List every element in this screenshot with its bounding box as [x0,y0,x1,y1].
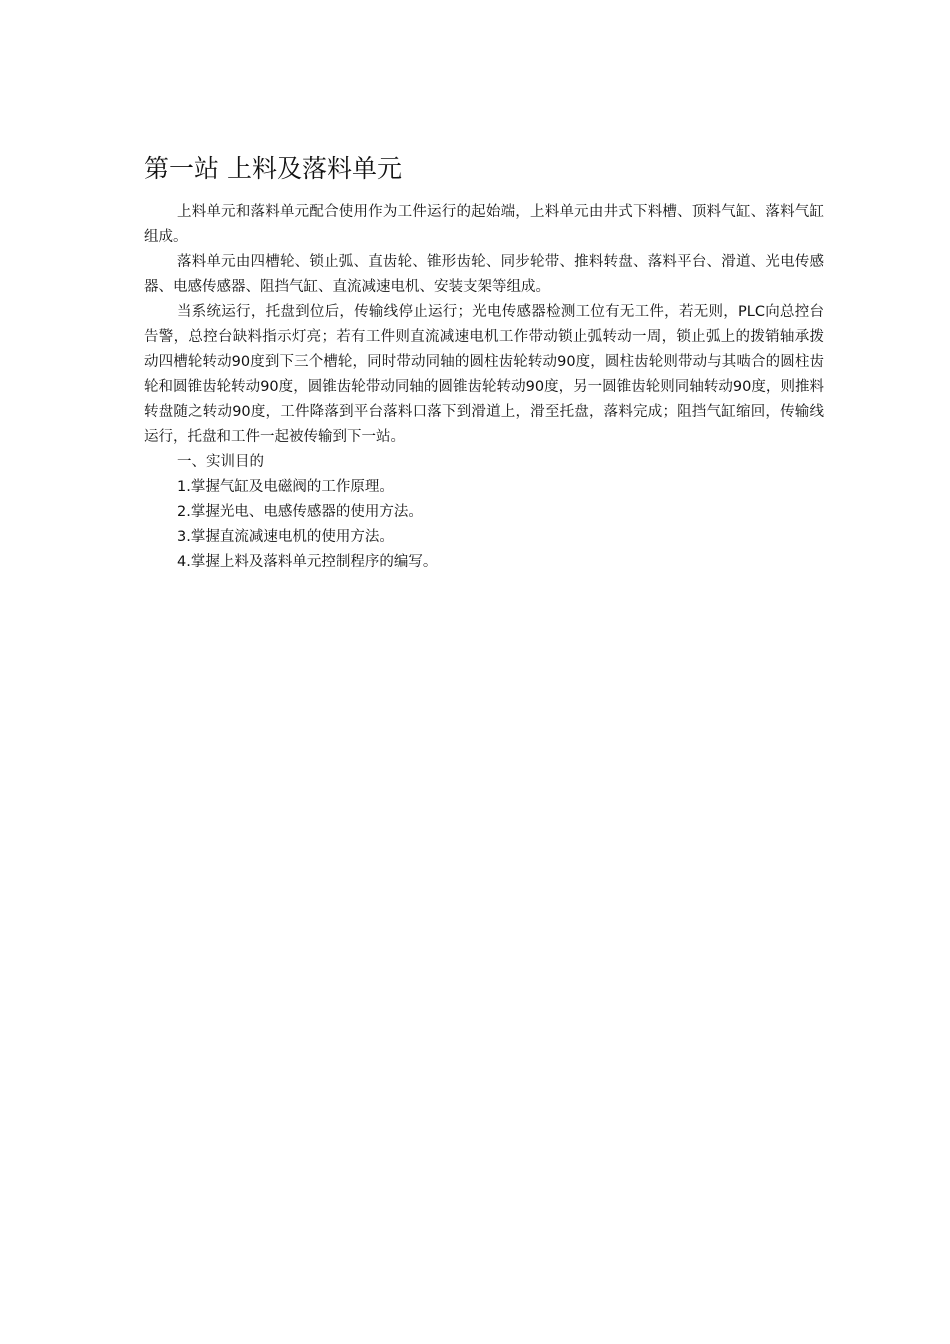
objective-item: 2.掌握光电、电感传感器的使用方法。 [177,504,423,520]
objective-item: 1.掌握气缸及电磁阀的工作原理。 [177,479,394,495]
section-heading: 一、实训目的 [177,454,264,470]
document-page [144,150,824,575]
paragraph-intro: 上料单元和落料单元配合使用作为工件运行的起始端，上料单元由井式下料槽、顶料气缸、落料气缸组成。 [144,204,824,245]
objective-item: 3.掌握直流减速电机的使用方法。 [177,529,394,545]
paragraph-components: 落料单元由四槽轮、锁止弧、直齿轮、锥形齿轮、同步轮带、推料转盘、落料平台、滑道、光电传感器、电感传感器、阻挡气缸、直流减速电机、安装支架等组成。 [144,254,824,295]
objective-item: 4.掌握上料及落料单元控制程序的编写。 [177,554,438,570]
page-title: 第一站 上料及落料单元 [144,154,402,183]
paragraph-operation: 当系统运行，托盘到位后，传输线停止运行；光电传感器检测工位有无工件，若无则，PLC向总控台告警，总控台缺料指示灯亮；若有工件则直流减速电机工作带动锁止弧转动一周，锁止弧上的拨销轴承拨动四槽轮转动90度到下三个槽轮，同时带动同轴的圆柱齿轮转动90度，圆柱齿轮则带动与其啮合的圆柱齿轮和圆锥齿轮转动90度，圆锥齿轮带动同轴的圆锥齿轮转动90度，另一圆锥齿轮则同轴转动90度，则推料转盘随之转动90度，工件降落到平台落料口落下到滑道上，滑至托盘，落料完成；阻挡气缸缩回，传输线运行，托盘和工件一起被传输到下一站。 [144,304,824,445]
